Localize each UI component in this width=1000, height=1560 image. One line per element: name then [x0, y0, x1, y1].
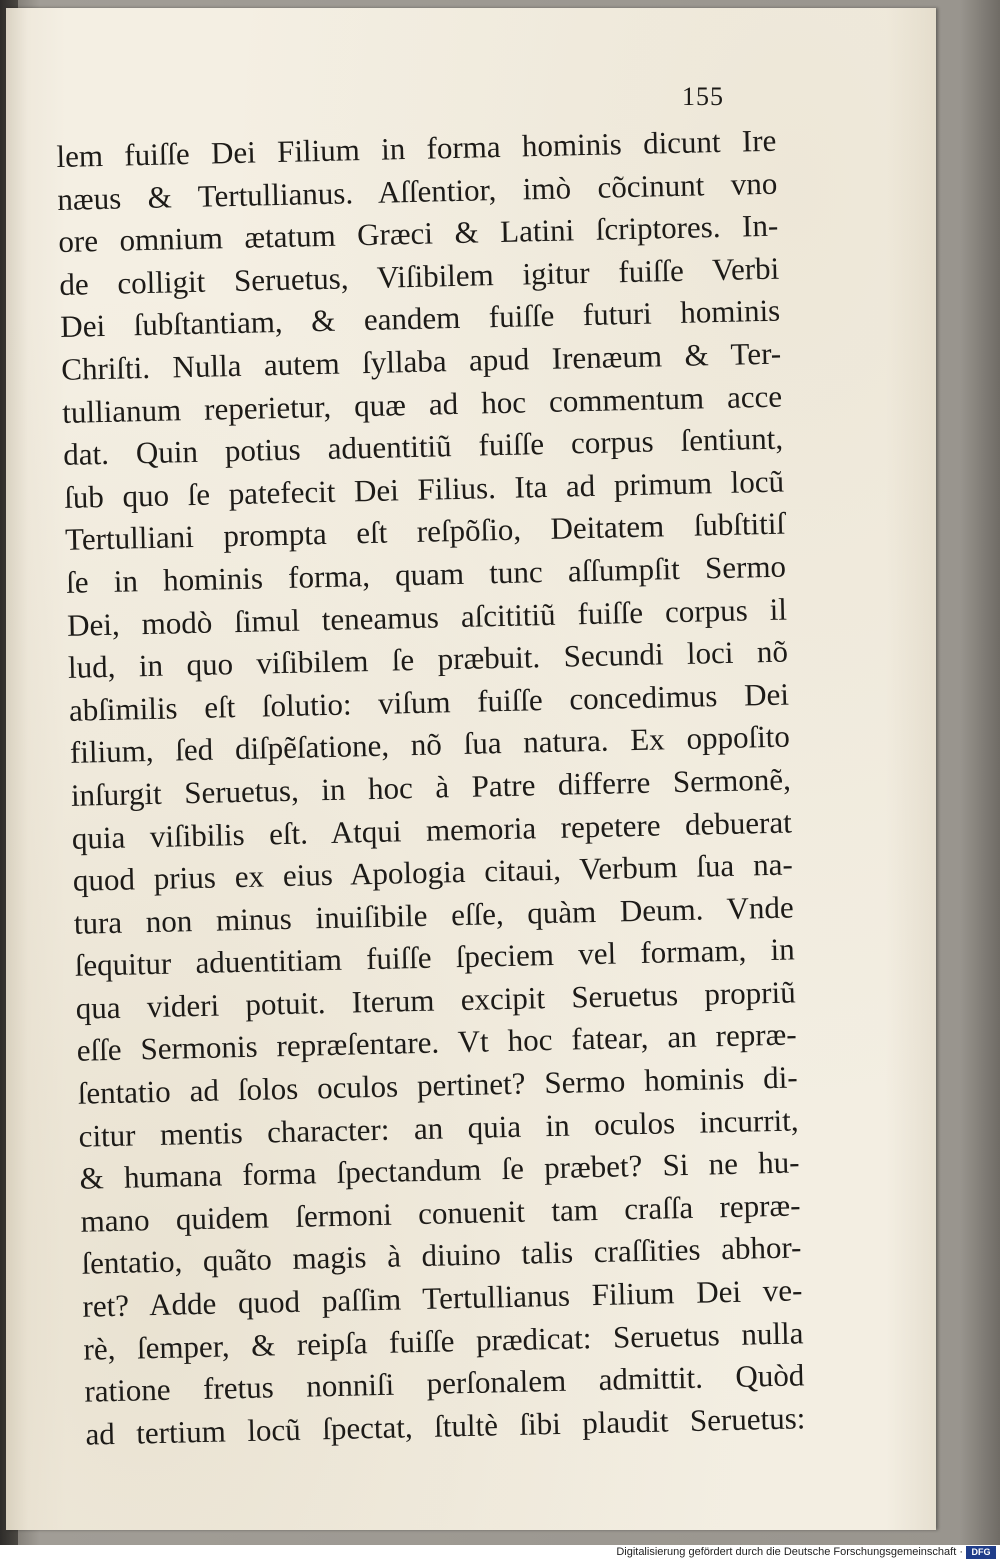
- text-line: ret? Adde quod paſſim Tertullianus Filium Dei ve-: [82, 1272, 803, 1324]
- text-line: inſurgit Seruetus, in hoc à Patre differre Sermonẽ,: [70, 761, 792, 813]
- text-line: ſentatio ad ſolos oculos pertinet? Sermo hominis di-: [77, 1059, 798, 1111]
- text-line: næus & Tertullianus. Aſſentior, imò cõcinunt vno: [57, 165, 778, 217]
- text-block: [56, 120, 806, 1456]
- text-line: ore omnium ætatum Græci & Latini ſcriptores. In-: [58, 207, 779, 260]
- book-page: [6, 8, 936, 1530]
- text-line: quod prius ex eius Apologia citaui, Verbum ſua na-: [72, 846, 794, 898]
- text-line: quia viſibilis eſt. Atqui memoria repetere debuerat: [71, 803, 793, 856]
- text-line: Chriſti. Nulla autem ſyllaba apud Irenæum & Ter-: [60, 335, 782, 387]
- text-line: Dei, modò ſimul teneamus aſcititiũ fuiſſe corpus il: [66, 591, 788, 643]
- text-line: Dei ſubſtantiam, & eandem fuiſſe futuri hominis: [59, 292, 781, 345]
- text-line: ſentatio, quãto magis à diuino talis craſſities abhor-: [81, 1229, 802, 1282]
- dfg-logo: DFG: [966, 1546, 996, 1559]
- text-line: lud, in quo viſibilem ſe præbuit. Secundi loci nõ: [67, 633, 789, 685]
- text-line: mano quidem ſermoni conuenit tam craſſa repræ-: [80, 1187, 801, 1239]
- text-line: qua videri potuit. Iterum excipit Seruetus propriũ: [75, 974, 797, 1026]
- text-line: ad tertium locũ ſpectat, ſtultè ſibi plaudit Seruetus:: [85, 1400, 806, 1452]
- text-line: ſe in hominis forma, quam tunc aſſumpſit Sermo: [65, 548, 787, 600]
- text-line: tura non minus inuiſibile eſſe, quàm Deum. Vnde: [73, 889, 795, 941]
- text-line: filium, ſed diſpẽſatione, nõ ſua natura. Ex oppoſito: [69, 718, 791, 771]
- text-line: ratione fretus nonniſi perſonalem admittit. Quòd: [84, 1357, 805, 1409]
- funding-credit: Digitalisierung gefördert durch die Deutsche Forschungsgemeinschaft ·: [616, 1546, 963, 1558]
- text-line: ſub quo ſe patefecit Dei Filius. Ita ad primum locũ: [63, 463, 785, 515]
- text-line: rè, ſemper, & reipſa fuiſſe prædicat: Seruetus nulla: [83, 1314, 804, 1367]
- text-line: de colligit Seruetus, Viſibilem igitur fuiſſe Verbi: [58, 250, 780, 302]
- text-line: eſſe Sermonis repræſentare. Vt hoc fatear, an repræ-: [76, 1016, 797, 1069]
- page-number: 155: [682, 82, 724, 111]
- text-line: ſequitur aduentitiam fuiſſe ſpeciem vel formam, in: [74, 931, 796, 984]
- text-line: & humana forma ſpectandum ſe præbet? Si ne hu-: [79, 1144, 800, 1196]
- text-line: dat. Quin potius aduentitiũ fuiſſe corpus ſentiunt,: [62, 420, 784, 473]
- text-line: abſimilis eſt ſolutio: viſum fuiſſe concedimus Dei: [68, 676, 790, 728]
- text-line: citur mentis character: an quia in oculos incurrit,: [78, 1102, 799, 1154]
- digitization-footer: [0, 1545, 1000, 1560]
- text-line: tullianum reperietur, quæ ad hoc commentum acce: [61, 378, 783, 430]
- text-line: lem fuiſſe Dei Filium in forma hominis dicunt Ire: [56, 122, 777, 174]
- text-line: Tertulliani prompta eſt reſpõſio, Deitatem ſubſtitiſ: [64, 505, 786, 558]
